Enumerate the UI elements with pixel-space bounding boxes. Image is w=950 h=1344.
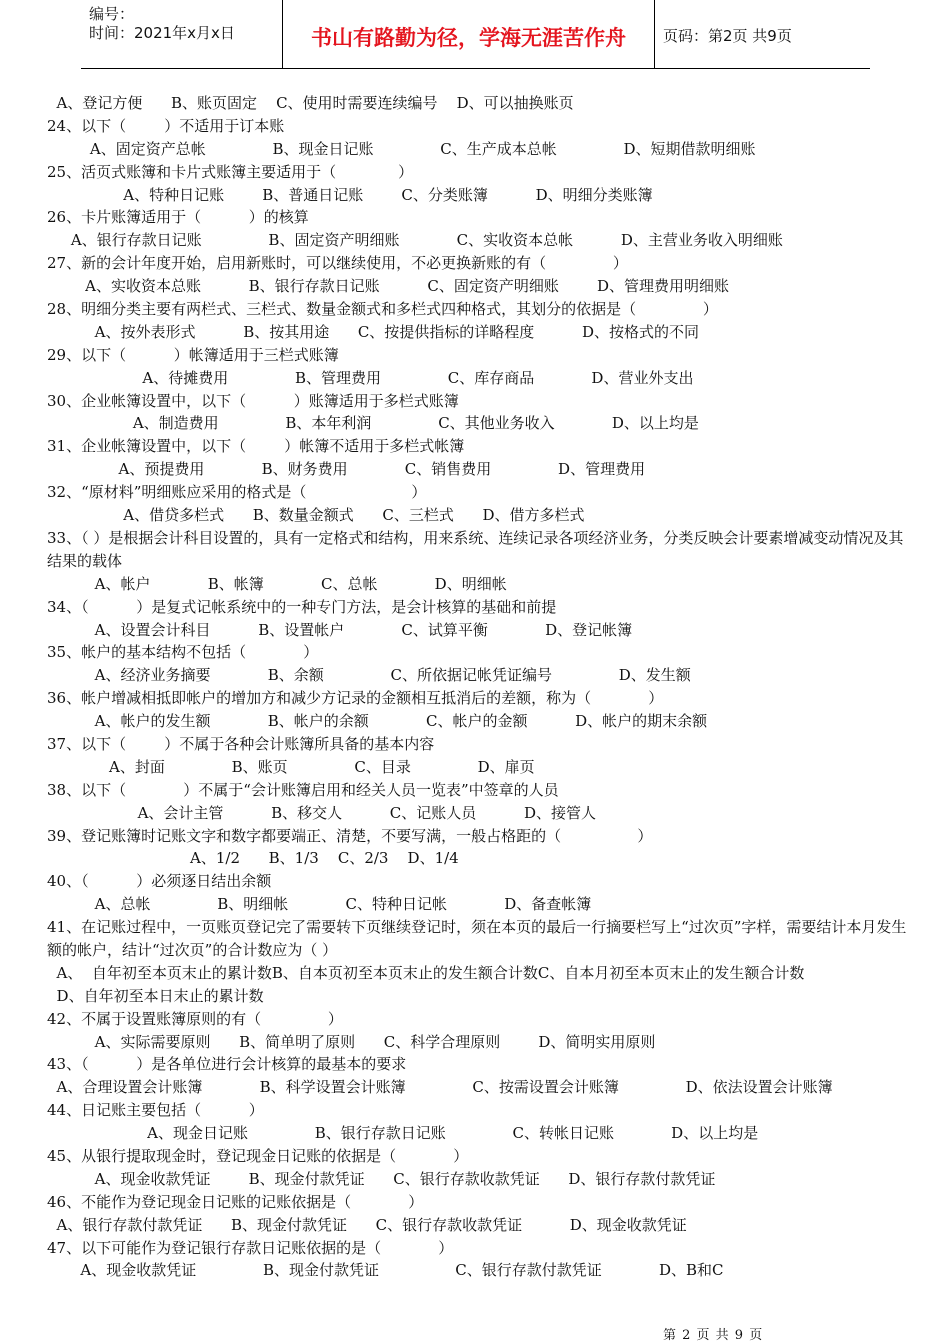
text-line: A、固定资产总帐 B、现金日记账 C、生产成本总帐 D、短期借款明细账 bbox=[47, 139, 756, 158]
text-line: A、 自年初至本页末止的累计数B、自本页初至本页末止的发生额合计数C、自本月初至本页末止的发生额合计数 bbox=[47, 963, 805, 982]
text-line: A、待摊费用 B、管理费用 C、库存商品 D、营业外支出 bbox=[47, 368, 694, 387]
page-footer: 第 2 页 共 9 页 bbox=[663, 1328, 764, 1343]
page-label: 页码：第2页 共9页 bbox=[663, 27, 792, 45]
text-line: 28、明细分类主要有两栏式、三栏式、数量金额式和多栏式四种格式，其划分的依据是（ ） bbox=[47, 300, 718, 319]
text-line: A、现金日记账 B、银行存款日记账 C、转帐日记账 D、以上均是 bbox=[47, 1124, 759, 1143]
text-line: A、按外表形式 B、按其用途 C、按提供指标的详略程度 D、按格式的不同 bbox=[47, 322, 700, 341]
header-meta-cell bbox=[81, 0, 283, 68]
text-line: 46、不能作为登记现金日记账的记账依据是（ ） bbox=[47, 1192, 424, 1211]
text-line: 38、以下（ ）不属于“会计账簿启用和经关人员一览表”中签章的人员 bbox=[47, 780, 559, 799]
text-line: 25、活页式账簿和卡片式账簿主要适用于（ ） bbox=[47, 162, 414, 181]
text-line: A、经济业务摘要 B、余额 C、所依据记帐凭证编号 D、发生额 bbox=[47, 666, 691, 685]
text-line: 26、卡片账簿适用于（ ）的核算 bbox=[47, 208, 309, 227]
text-line: 34、（ ）是复式记帐系统中的一种专门方法，是会计核算的基础和前提 bbox=[47, 597, 557, 616]
text-line: A、封面 B、账页 C、目录 D、扉页 bbox=[47, 757, 535, 776]
text-line: A、登记方便 B、账页固定 C、使用时需要连续编号 D、可以抽换账页 bbox=[47, 94, 574, 112]
text-line: A、总帐 B、明细帐 C、特种日记帐 D、备查帐簿 bbox=[47, 895, 592, 914]
text-line: A、合理设置会计账簿 B、科学设置会计账簿 C、按需设置会计账簿 D、依法设置会计账簿 bbox=[47, 1078, 833, 1097]
text-line: 45、从银行提取现金时，登记现金日记账的依据是（ ） bbox=[47, 1147, 469, 1166]
text-line: A、帐户 B、帐簿 C、总帐 D、明细帐 bbox=[47, 574, 507, 593]
text-line: 30、企业帐簿设置中，以下（ ）账簿适用于多栏式账簿 bbox=[47, 391, 459, 410]
text-line: A、特种日记账 B、普通日记账 C、分类账簿 D、明细分类账簿 bbox=[47, 185, 653, 204]
text-line: 29、以下（ ）帐簿适用于三栏式账簿 bbox=[47, 345, 339, 364]
text-line: 36、帐户增减相抵即帐户的增加方和减少方记录的金额相互抵消后的差额，称为（ ） bbox=[47, 689, 664, 708]
text-line: 44、日记账主要包括（ ） bbox=[47, 1101, 264, 1120]
text-line: A、1/2 B、1/3 C、2/3 D、1/4 bbox=[47, 849, 459, 868]
number-label: 编号： bbox=[89, 5, 135, 23]
text-line: 24、以下（ ）不适用于订本账 bbox=[47, 116, 285, 135]
text-line: 37、以下（ ）不属于各种会计账簿所具备的基本内容 bbox=[47, 734, 435, 753]
text-line: A、银行存款日记账 B、固定资产明细账 C、实收资本总帐 D、主营业务收入明细账 bbox=[47, 231, 783, 250]
header-page-cell bbox=[655, 0, 870, 68]
text-line: 42、不属于设置账簿原则的有（ ） bbox=[47, 1009, 343, 1028]
text-line: A、制造费用 B、本年利润 C、其他业务收入 D、以上均是 bbox=[47, 414, 699, 433]
text-line: 27、新的会计年度开始，启用新账时，可以继续使用，不必更换新账的有（ ） bbox=[47, 254, 628, 273]
text-line: 43、（ ）是各单位进行会计核算的最基本的要求 bbox=[47, 1055, 407, 1074]
text-line: 41、在记账过程中，一页账页登记完了需要转下页继续登记时，须在本页的最后一行摘要栏写上“过次页”字样，需要结计本月发生额的帐户，结计“过次页”的合计数应为（ ） bbox=[47, 918, 907, 959]
text-line: A、银行存款付款凭证 B、现金付款凭证 C、银行存款收款凭证 D、现金收款凭证 bbox=[47, 1215, 687, 1234]
text-line: A、预提费用 B、财务费用 C、销售费用 D、管理费用 bbox=[47, 460, 646, 479]
text-line: A、帐户的发生额 B、帐户的余额 C、帐户的金额 D、帐户的期末余额 bbox=[47, 712, 708, 731]
text-line: A、现金收款凭证 B、现金付款凭证 C、银行存款付款凭证 D、B和C bbox=[47, 1261, 724, 1280]
text-line: A、会计主管 B、移交人 C、记账人员 D、接管人 bbox=[47, 803, 596, 822]
time-label: 时间：2021年x月x日 bbox=[89, 24, 235, 42]
header-motto-cell bbox=[283, 0, 655, 68]
text-line: A、现金收款凭证 B、现金付款凭证 C、银行存款收款凭证 D、银行存款付款凭证 bbox=[47, 1169, 716, 1188]
motto-text: 书山有路勤为径，学海无涯苦作舟 bbox=[311, 26, 626, 50]
text-line: 47、以下可能作为登记银行存款日记账依据的是（ ） bbox=[47, 1238, 454, 1257]
text-line: 39、登记账簿时记账文字和数字都要端正、清楚，不要写满，一般占格距的（ ） bbox=[47, 826, 653, 845]
text-line: A、实际需要原则 B、简单明了原则 C、科学合理原则 D、简明实用原则 bbox=[47, 1032, 656, 1051]
page-header bbox=[81, 0, 870, 69]
question-list bbox=[47, 92, 909, 1282]
text-line: D、自年初至本日末止的累计数 bbox=[47, 986, 264, 1005]
text-line: 40、（ ）必须逐日结出余额 bbox=[47, 872, 272, 891]
text-line: A、设置会计科目 B、设置帐户 C、试算平衡 D、登记帐簿 bbox=[47, 620, 633, 639]
text-line: 32、“原材料”明细账应采用的格式是（ ） bbox=[47, 483, 427, 502]
text-line: 33、（ ）是根据会计科目设置的，具有一定格式和结构，用来系统、连续记录各项经济业务，分类反映会计要素增减变动情况及其结果的载体 bbox=[47, 528, 904, 570]
text-line: A、实收资本总账 B、银行存款日记账 C、固定资产明细账 D、管理费用明细账 bbox=[47, 277, 730, 296]
text-line: 31、企业帐簿设置中，以下（ ）帐簿不适用于多栏式帐簿 bbox=[47, 437, 465, 456]
text-line: 35、帐户的基本结构不包括（ ） bbox=[47, 643, 319, 662]
text-line: A、借贷多栏式 B、数量金额式 C、三栏式 D、借方多栏式 bbox=[47, 506, 585, 525]
